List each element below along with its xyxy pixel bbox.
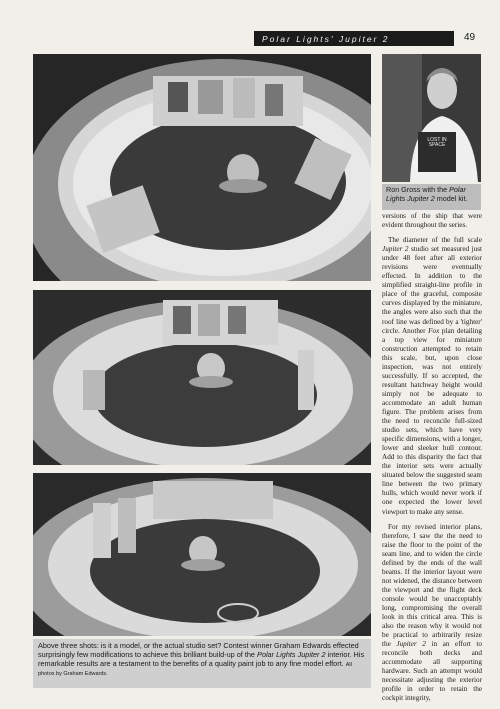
article-paragraph: versions of the ship that were evident throughout the series. [382, 212, 482, 230]
running-title: Polar Lights' Jupiter 2 [262, 33, 390, 44]
model-interior-photo-2 [33, 290, 371, 465]
ron-gross-portrait-photo [382, 54, 481, 182]
page-number: 49 [464, 32, 476, 43]
model-interior-photo-3 [33, 473, 371, 636]
model-interior-photo-1 [33, 54, 371, 281]
article-text-column [382, 212, 482, 709]
article-paragraph: The diameter of the full scale Jupiter 2 studio set measured just under 48 feet after all exterior revisions were eventually effected. In addition to the simplified straight-line profile in place of the graceful, composite curves displayed by the miniature, the angles were also such that the roof line was defined by a 'tighter' circle. Another Fox plan detailing a top view for miniature construction attempted to retain this scale, but, upon close inspection, was not entirely successfully. If so accepted, the resultant hatchway height would simply not be adequate to accommodate an adult human figure. The problem arises from the need to reconcile full-sized studio sets, which have very specific dimensions, with a longer, lower and sleeker hull contour. Add to this disparity the fact that the interior sets were actually situated below the suggested seam line between the two primary hulls, which would never work if one expected the lower level viewport to make any sense. [382, 236, 482, 516]
photo-caption: Above three shots: is it a model, or the actual studio set? Contest winner Graham Edwards effected surprisingly few modifications to achieve this brilliant build-up of the Polar Lights Jupiter 2 interior. His remarkable results are a testament to the benefits of a quality paint job to any fine model effort. All photos by Graham Edwards. [33, 639, 371, 688]
kit-box-label: LOST IN SPACE [427, 137, 447, 148]
running-header [254, 31, 454, 46]
article-paragraph: For my revised interior plans, therefore, I saw the the need to raise the floor to the point of the seam line, and to widen the circle defined by the ends of the wall beams. If the interior layout were not widened, the distance between the viewport and the flight deck console would be unacceptably long, compromising the overall look in this critical area. This is also the reason why it would not be practical to arbitrarily resize the Jupiter 2 in an effort to reconcile both decks and accommodate all supporting hardware. Such an attempt would necessitate adjusting the exterior profile in order to retain the cockpit integrity, [382, 522, 482, 703]
photo-credit: All photos by Graham Edwards. [38, 661, 352, 677]
portrait-caption: Ron Gross with the Polar Lights Jupiter 2 model kit. [382, 184, 481, 210]
